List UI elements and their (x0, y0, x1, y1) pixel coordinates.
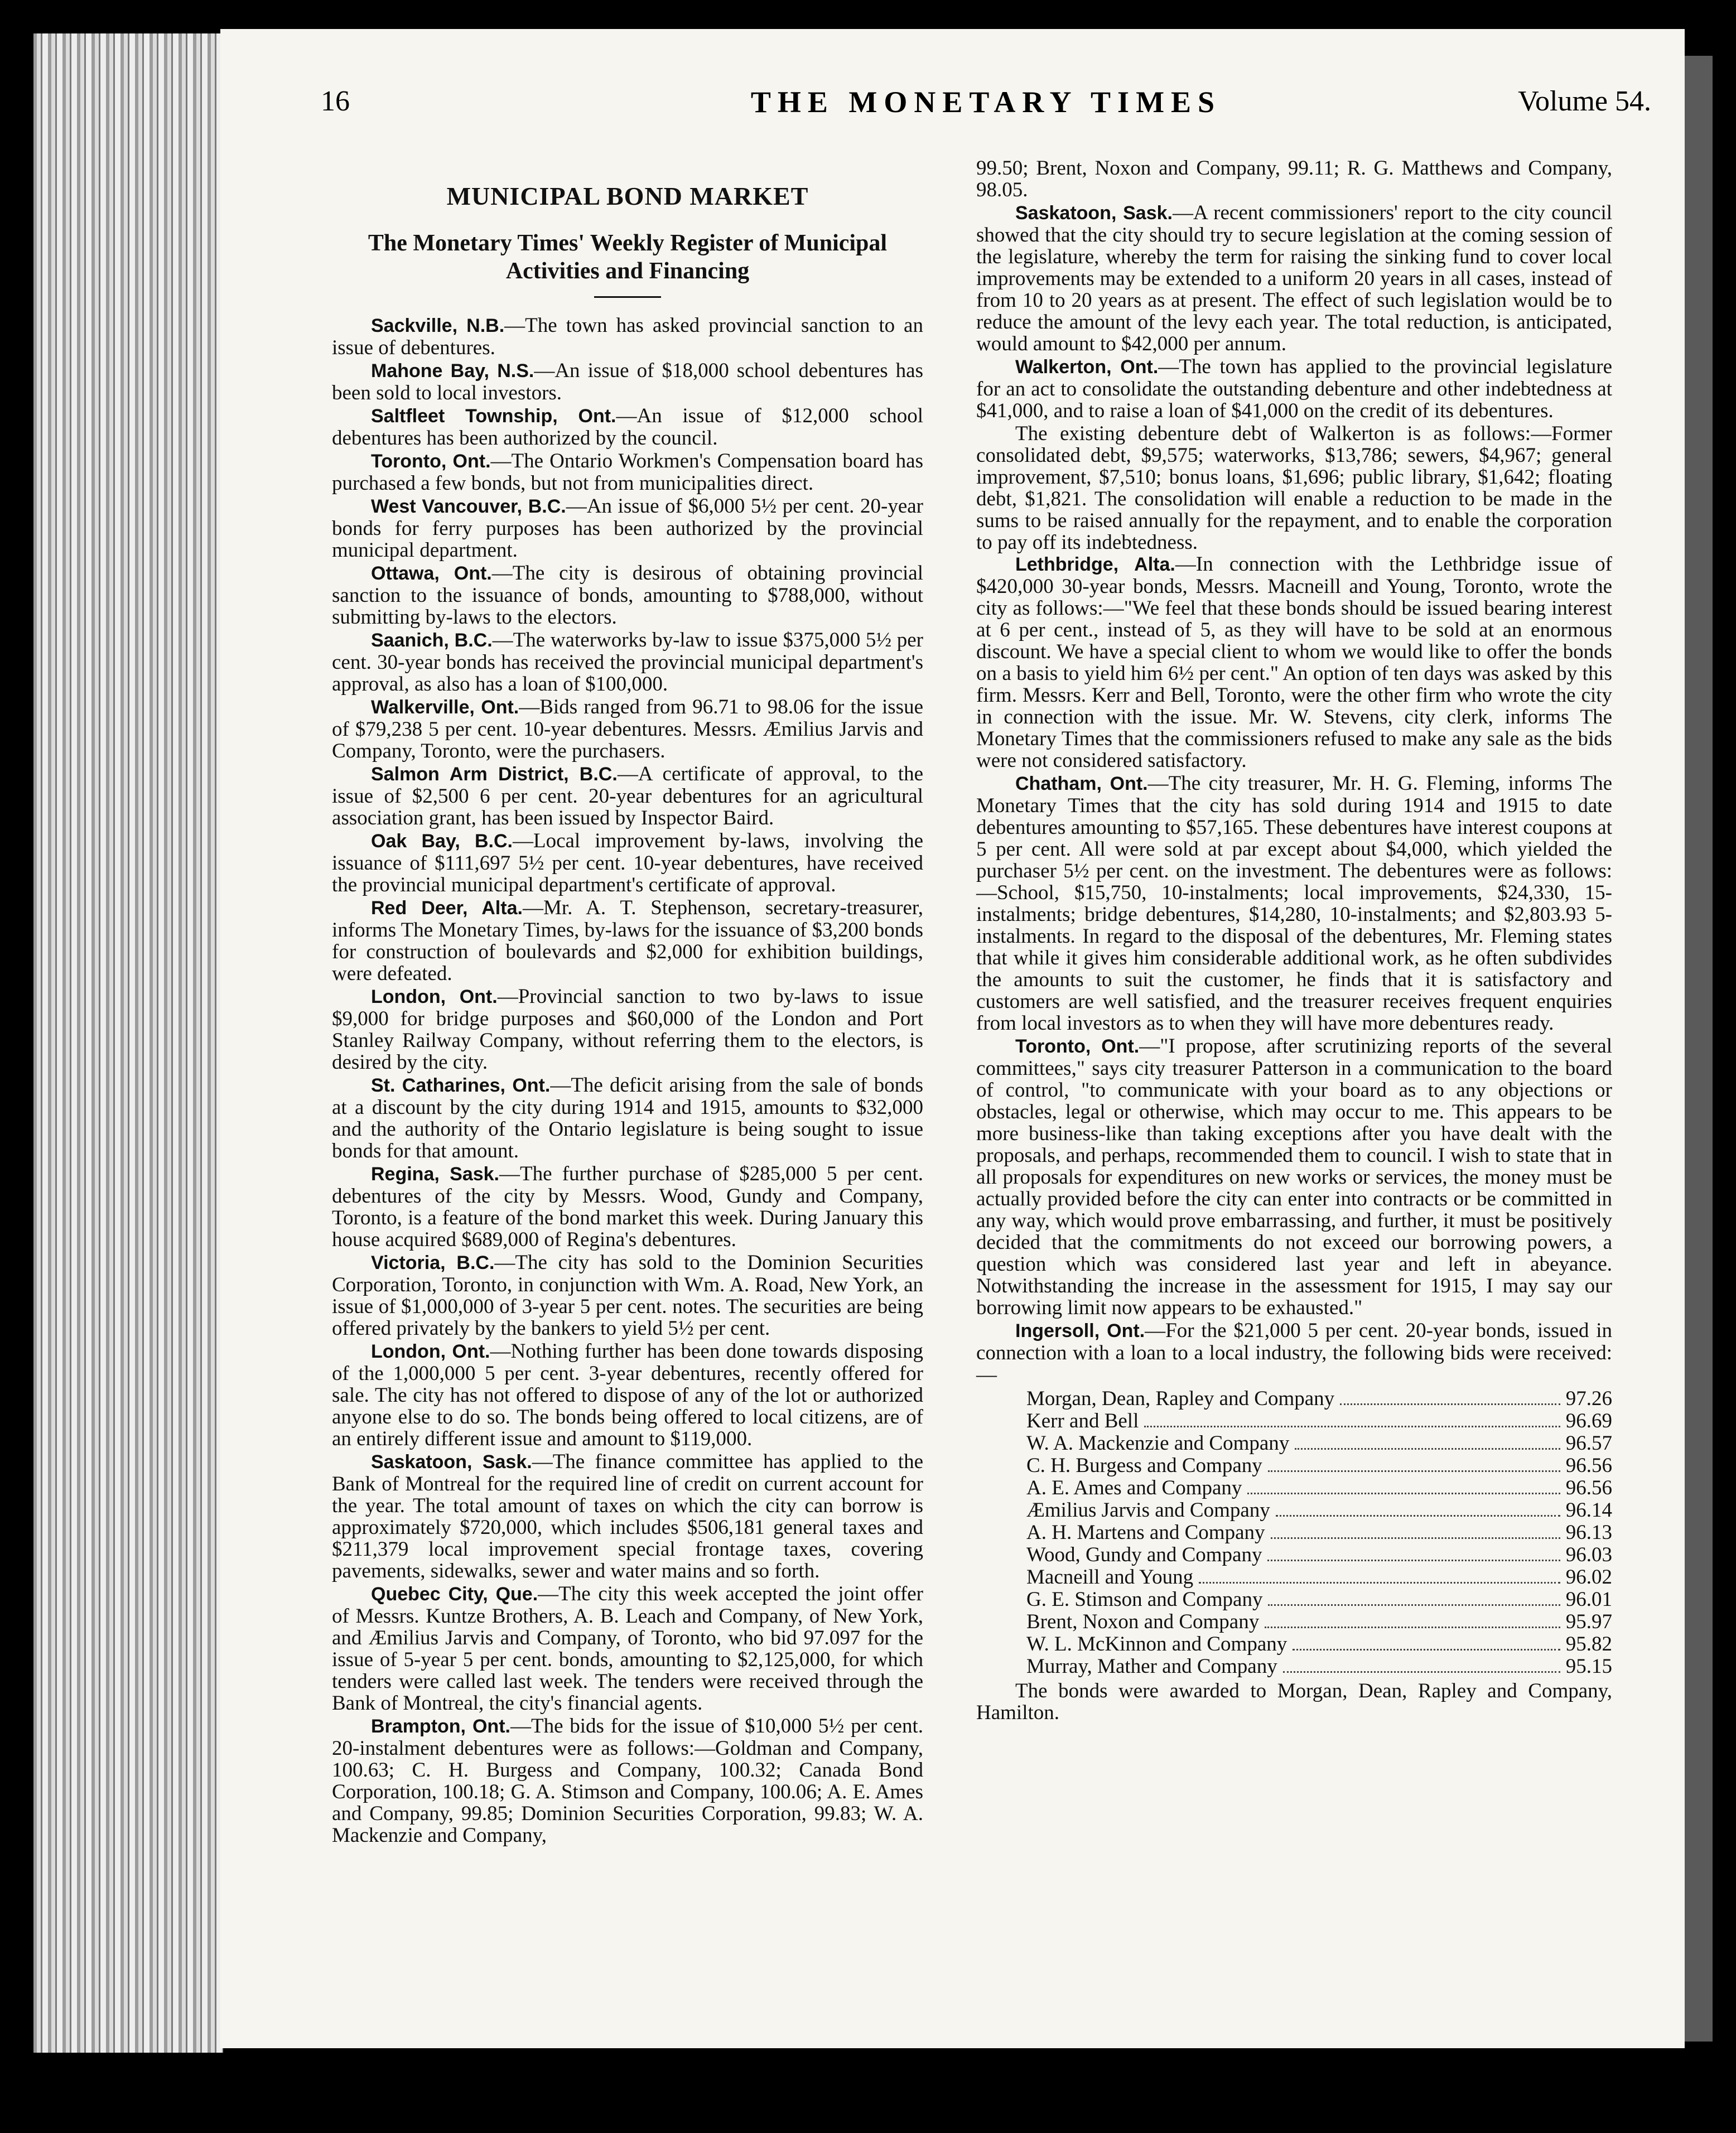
entry-place: Ottawa, Ont. (371, 563, 492, 584)
section-subtitle: The Monetary Times' Weekly Register of Municipal Activities and Financing (368, 230, 888, 284)
bidder-name: Æmilius Jarvis and Company (1026, 1499, 1270, 1522)
leader-dots (1247, 1493, 1560, 1494)
section-title: MUNICIPAL BOND MARKET (446, 182, 809, 210)
publication-title: THE MONETARY TIMES (750, 85, 1222, 119)
facing-page-edge (1685, 56, 1713, 2042)
entry-place: London, Ont. (371, 1341, 490, 1362)
bid-price: 97.26 (1565, 1387, 1612, 1410)
bidder-name: Macneill and Young (1026, 1566, 1194, 1589)
bid-row (1026, 1499, 1612, 1522)
leader-dots (1268, 1604, 1560, 1606)
bid-row (1026, 1611, 1612, 1633)
entry-text: —The city this week accepted the joint offer of Messrs. Kuntze Brothers, A. B. Leach and Company, of New York, and Æmilius Jarvis and Company, of Toronto, who bid 97.097 for the issue of 5-year 5 per cent. bonds, amounting to $2,125,000, for which tenders were called last week. The tenders were received through the Bank of Montreal, the city's financial agents. (332, 1582, 924, 1715)
bidder-name: G. E. Stimson and Company (1026, 1588, 1263, 1611)
bid-row (1026, 1566, 1612, 1589)
bid-price: 95.15 (1565, 1655, 1612, 1678)
leader-dots (1283, 1671, 1560, 1673)
entry-place: Toronto, Ont. (371, 451, 491, 472)
entry-text: —The town has applied to the provincial legislature for an act to consolidate the outstanding debenture and other indebtedness at $41,000, and to raise a loan of $41,000 on the credit of its debentures. (976, 355, 1612, 422)
entry-place: Mahone Bay, N.S. (371, 360, 534, 382)
bid-price: 96.02 (1565, 1566, 1612, 1589)
bid-row (1026, 1656, 1612, 1678)
news-entry (976, 773, 1612, 1034)
bid-row (1026, 1432, 1612, 1455)
right-entry-list (976, 202, 1612, 1386)
bidder-name: Brent, Noxon and Company (1026, 1610, 1260, 1633)
leader-dots (1276, 1515, 1560, 1517)
leader-dots (1271, 1537, 1560, 1539)
leader-dots (1340, 1403, 1560, 1405)
entry-place: Brampton, Ont. (371, 1716, 510, 1737)
bid-row (1026, 1477, 1612, 1499)
entry-place: Saltfleet Township, Ont. (371, 406, 616, 427)
entry-text: —The Ontario Workmen's Compensation board has purchased a few bonds, but not from municipalities direct. (332, 450, 923, 495)
entry-place: Red Deer, Alta. (371, 897, 523, 919)
entry-text: —The deficit arising from the sale of bonds at a discount by the city during 1914 and 1915, amounts to $32,000 and the authority of the Ontario legislature is being sought to issue bonds for that amount. (332, 1074, 923, 1162)
entry-place: Saanich, B.C. (371, 630, 493, 651)
bidder-name: W. A. Mackenzie and Company (1026, 1432, 1290, 1455)
entry-text: —The further purchase of $285,000 5 per cent. debentures of the city by Messrs. Wood, Gundy and Company, Toronto, is a feature of the bond market this week. During January this house acquired $689,000 of Regina's debentures. (332, 1162, 923, 1251)
entry-place: Ingersoll, Ont. (1015, 1320, 1145, 1341)
bidder-name: Morgan, Dean, Rapley and Company (1026, 1387, 1335, 1410)
entry-text: —The bids for the issue of $10,000 5½ per cent. 20-instalment debentures were as follows:—Goldman and Company, 100.63; C. H. Burgess and Company, 100.32; Canada Bond Corporation, 100.18; G. A. Stimson and Company, 100.06; A. E. Ames and Company, 99.85; Dominion Securities Corporation, 99.83; W. A. Mackenzie and Company, (332, 1715, 923, 1847)
leader-dots (1293, 1649, 1560, 1651)
entry-text: —The finance committee has applied to the Bank of Montreal for the required line of credit on current account for the year. The total amount of taxes on which the city can borrow is approximately $720,000, which includes $506,181 general taxes and $211,379 local improvement special frontage taxes, covering pavements, sidewalks, sewer and water mains and so forth. (332, 1450, 924, 1582)
bid-row (1026, 1388, 1612, 1410)
bid-price: 96.14 (1565, 1499, 1612, 1522)
page-binding-edges (33, 33, 223, 2053)
bid-price: 96.03 (1565, 1543, 1612, 1566)
bid-row (1026, 1633, 1612, 1656)
entry-text: —Nothing further has been done towards disposing of the 1,000,000 5 per cent. 3-year debentures, recently offered for sale. The city has not offered to dispose of any of the lot or authorized anyone else to do so. The bonds being offered to local citizens, are of an entirely different issue and amount to $119,000. (332, 1340, 923, 1450)
leader-dots (1199, 1582, 1560, 1584)
bid-price: 96.56 (1565, 1454, 1612, 1477)
bid-price: 96.13 (1565, 1521, 1612, 1544)
title-rule (594, 296, 661, 298)
entry-place: Oak Bay, B.C. (371, 831, 513, 852)
news-entry (332, 986, 923, 1073)
entry-text: —The city treasurer, Mr. H. G. Fleming, informs The Monetary Times that the city has sold during 1914 and 1915 to date debentures amounting to $57,165. These debentures have interest coupons at 5 per cent. All were sold at par except about $4,000, which yielded the purchaser 5½ per cent. on the investment. The debentures were as follows:—School, $15,750, 10-instalments; local improvements, $24,330, 15-instalments; bridge debentures, $14,280, 10-instalments; and $2,803.93 5-instalments. In regard to the disposal of the debentures, Mr. Fleming states that while it gives him considerable additional work, as he often subdivides the amounts to suit the customer, he finds that it is satisfactory and customers are well satisfied, and the treasurer receives frequent enquiries from local investors as to when they will have more debentures ready. (976, 772, 1612, 1035)
entry-place: Regina, Sask. (371, 1164, 500, 1185)
entry-place: Toronto, Ont. (1015, 1036, 1140, 1057)
news-entry (976, 356, 1612, 422)
news-entry (332, 763, 923, 829)
entry-paragraph: The existing debenture debt of Walkerton is as follows:—Former consolidated debt, $9,575; waterworks, $13,786; sewers, $4,967; general improvement, $7,510; bonus loans, $1,696; public library, $1,642; floating debt, $1,821. The consolidation will enable a reduction to be made in the sums to be raised annually for the repayment, and to enable the corporation to pay off its indebtedness. (976, 422, 1612, 554)
entry-text: —An issue of $18,000 school debentures has been sold to local investors. (332, 359, 923, 404)
entry-place: Walkerton, Ont. (1015, 356, 1159, 378)
news-entry (976, 1320, 1612, 1386)
entry-place: West Vancouver, B.C. (371, 496, 566, 517)
running-header (321, 85, 1651, 135)
leader-dots (1295, 1448, 1560, 1450)
ingersoll-bid-list (1026, 1388, 1612, 1678)
entry-place: Sackville, N.B. (371, 315, 505, 336)
bidder-name: Murray, Mather and Company (1026, 1655, 1277, 1678)
leader-dots (1144, 1426, 1560, 1427)
bid-price: 95.97 (1565, 1610, 1612, 1633)
news-entry (332, 1715, 923, 1846)
entry-place: St. Catharines, Ont. (371, 1075, 551, 1096)
news-entry (332, 405, 923, 449)
bid-price: 96.57 (1565, 1432, 1612, 1455)
entry-place: Chatham, Ont. (1015, 773, 1148, 794)
news-entry (976, 553, 1612, 771)
entry-place: Quebec City, Que. (371, 1584, 538, 1605)
entry-text: —The town has asked provincial sanction to an issue of debentures. (332, 314, 923, 359)
leader-dots (1265, 1627, 1560, 1628)
entry-place: London, Ont. (371, 986, 498, 1007)
entry-text: —"I propose, after scrutinizing reports of the several committees," says city treasurer Patterson in a communication to the board of control, "to communicate with your board as to any objections or obstacles, legal or otherwise, which may occur to me. This appears to be more business-like than taking exceptions after you have dealt with the proposals, and perhaps, recommended them to council. I wish to state that in all proposals for expenditures on new works or services, the money must be actually provided before the city can enter into contracts or be committed in any way, which would prove embarrassing, and further, it must be positively decided that the commitments do not exceed our borrowing powers, a question which was considered last year and left in abeyance. Notwithstanding the increase in the assessment for 1915, I may say our borrowing limit now appears to be exhausted." (976, 1035, 1612, 1319)
bidder-name: Kerr and Bell (1026, 1410, 1139, 1432)
bid-row (1026, 1410, 1612, 1432)
entry-text: —A recent commissioners' report to the city council showed that the city should try to secure legislation at the coming session of the legislature, whereby the term for raising the sinking fund to cover local improvements may be extended to a uniform 20 years in all cases, instead of from 10 to 20 years as at present. The effect of such legislation would be to reduce the amount of the levy each year. The total reduction, is anticipated, would amount to $42,000 per annum. (976, 201, 1612, 355)
entry-text: —A certificate of approval, to the issue of $2,500 6 per cent. 20-year debentures for an agricultural association grant, has been issued by Inspector Baird. (332, 763, 923, 829)
news-entry (976, 202, 1612, 355)
news-entry (332, 1451, 923, 1582)
news-entry (332, 1074, 923, 1162)
news-entry (332, 1163, 923, 1251)
entry-text: —Bids ranged from 96.71 to 98.06 for the issue of $79,238 5 per cent. 10-year debentures. Messrs. Æmilius Jarvis and Company, Toronto, were the purchasers. (332, 696, 923, 763)
left-column (332, 141, 923, 1847)
news-entry (332, 495, 923, 561)
news-entry (332, 562, 923, 628)
news-entry (332, 315, 923, 359)
bid-row (1026, 1455, 1612, 1477)
bidder-name: A. E. Ames and Company (1026, 1476, 1242, 1499)
news-entry (332, 1583, 923, 1714)
bid-price: 96.56 (1565, 1476, 1612, 1499)
entry-text: —The waterworks by-law to issue $375,000 5½ per cent. 30-year bonds has received the provincial municipal department's approval, as also has a loan of $100,000. (332, 629, 923, 696)
continued-text: 99.50; Brent, Noxon and Company, 99.11; R. G. Matthews and Company, 98.05. (976, 157, 1612, 201)
entry-text: —The city has sold to the Dominion Securities Corporation, Toronto, in conjunction with Wm. A. Road, New York, an issue of $1,000,000 of 3-year 5 per cent. notes. The securities are being offered privately by the bankers to yield 5½ per cent. (332, 1251, 923, 1340)
right-column (976, 157, 1612, 1724)
bid-price: 95.82 (1565, 1633, 1612, 1656)
entry-place: Saskatoon, Sask. (371, 1451, 532, 1473)
page-number: 16 (321, 85, 350, 117)
entry-text: —The city is desirous of obtaining provincial sanction to the issuance of bonds, amounting to $788,000, without submitting by-laws to the electors. (332, 562, 924, 629)
bid-row (1026, 1589, 1612, 1611)
bid-price: 96.01 (1565, 1588, 1612, 1611)
volume-label: Volume 54. (1518, 85, 1651, 117)
news-entry (976, 1035, 1612, 1319)
left-entry-list (332, 315, 923, 1846)
bidder-name: Wood, Gundy and Company (1026, 1543, 1262, 1566)
news-entry (332, 360, 923, 404)
news-entry (332, 1340, 923, 1450)
news-entry (332, 830, 923, 896)
ingersoll-closing: The bonds were awarded to Morgan, Dean, Rapley and Company, Hamilton. (976, 1680, 1612, 1724)
news-entry (332, 1252, 923, 1339)
news-entry (332, 450, 923, 494)
leader-dots (1267, 1560, 1560, 1561)
bidder-name: A. H. Martens and Company (1026, 1521, 1265, 1544)
news-entry (332, 629, 923, 695)
entry-text: —An issue of $12,000 school debentures has been authorized by the council. (332, 404, 923, 450)
entry-text: —Provincial sanction to two by-laws to issue $9,000 for bridge purposes and $60,000 of the London and Port Stanley Railway Company, without referring them to the electors, is desired by the city. (332, 985, 923, 1074)
bid-row (1026, 1522, 1612, 1544)
entry-text: —For the $21,000 5 per cent. 20-year bonds, issued in connection with a loan to a local industry, the following bids were received:— (976, 1319, 1612, 1386)
entry-text: —Mr. A. T. Stephenson, secretary-treasurer, informs The Monetary Times, by-laws for the issuance of $3,200 bonds for construction of boulevards and $2,000 for exhibition buildings, were defeated. (332, 896, 924, 985)
entry-place: Victoria, B.C. (371, 1252, 495, 1273)
magazine-page (220, 29, 1685, 2048)
entry-place: Salmon Arm District, B.C. (371, 764, 618, 785)
news-entry (332, 696, 923, 762)
bidder-name: C. H. Burgess and Company (1026, 1454, 1262, 1477)
bid-row (1026, 1544, 1612, 1566)
bid-price: 96.69 (1565, 1410, 1612, 1432)
entry-text: —Local improvement by-laws, involving the issuance of $111,697 5½ per cent. 10-year debentures, have received the provincial municipal department's certificate of approval. (332, 829, 923, 896)
entry-place: Lethbridge, Alta. (1015, 554, 1175, 575)
entry-place: Walkerville, Ont. (371, 697, 519, 718)
news-entry (332, 897, 923, 985)
entry-text: —In connection with the Lethbridge issue of $420,000 30-year bonds, Messrs. Macneill and Young, Toronto, wrote the city as follows:—"We feel that these bonds should be issued bearing interest at 6 per cent., instead of 5, as they will have to be sold at an enormous discount. We have a special client to whom we would like to offer the bonds on a basis to yield him 6½ per cent." An option of ten days was asked by this firm. Messrs. Kerr and Bell, Toronto, were the other firm who wrote the city in connection with the issue. Mr. W. Stevens, city clerk, informs The Monetary Times that the commissioners refused to make any sale as the bids were not considered satisfactory. (976, 553, 1612, 772)
bidder-name: W. L. McKinnon and Company (1026, 1633, 1287, 1656)
leader-dots (1268, 1470, 1560, 1472)
entry-text: —An issue of $6,000 5½ per cent. 20-year bonds for ferry purposes has been authorized by the provincial municipal department. (332, 495, 923, 562)
entry-place: Saskatoon, Sask. (1015, 202, 1173, 224)
